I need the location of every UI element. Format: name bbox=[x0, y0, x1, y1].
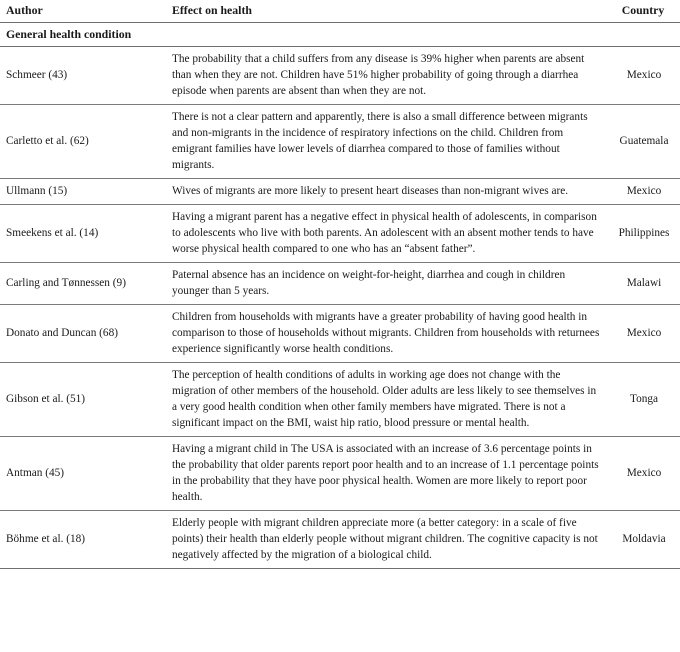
table-section-heading-body bbox=[0, 22, 680, 46]
cell-country: Moldavia bbox=[608, 511, 680, 569]
table-row bbox=[0, 511, 680, 569]
cell-effect-on-health: Having a migrant parent has a negative effect in physical health of adolescents, in comparison to adolescents who live with both parents. An adolescent with an absent mother tends to have worse physical health compared to one who has an “absent father”. bbox=[166, 204, 608, 262]
cell-effect-on-health: Paternal absence has an incidence on weight-for-height, diarrhea and cough in children younger than 5 years. bbox=[166, 262, 608, 304]
table-row bbox=[0, 178, 680, 204]
section-heading-general-health-condition: General health condition bbox=[0, 22, 680, 46]
cell-effect-on-health: Having a migrant child in The USA is associated with an increase of 3.6 percentage points in the probability that older parents report poor health and to an increase of 1.1 percentage points in the probability that they have poor physical health. Women are more likely to report poor health. bbox=[166, 437, 608, 511]
table-row bbox=[0, 46, 680, 104]
column-header-country: Country bbox=[608, 0, 680, 22]
cell-country: Tonga bbox=[608, 363, 680, 437]
cell-effect-on-health: The probability that a child suffers from any disease is 39% higher when parents are absent than when they are not. Children have 51% higher probability of going through a diarrhea episode when parents are absent than when they are not. bbox=[166, 46, 608, 104]
cell-country: Philippines bbox=[608, 204, 680, 262]
table-row bbox=[0, 437, 680, 511]
cell-author: Carletto et al. (62) bbox=[0, 104, 166, 178]
cell-effect-on-health: Wives of migrants are more likely to present heart diseases than non-migrant wives are. bbox=[166, 178, 608, 204]
table-row bbox=[0, 363, 680, 437]
cell-country: Mexico bbox=[608, 178, 680, 204]
section-heading-row bbox=[0, 22, 680, 46]
table-body bbox=[0, 46, 680, 569]
cell-country: Malawi bbox=[608, 262, 680, 304]
cell-author: Carling and Tønnessen (9) bbox=[0, 262, 166, 304]
cell-country: Mexico bbox=[608, 437, 680, 511]
cell-effect-on-health: Children from households with migrants have a greater probability of having good health in comparison to those of households without migrants. Children from households with returnees experience significantly worse health conditions. bbox=[166, 304, 608, 362]
column-header-effect: Effect on health bbox=[166, 0, 608, 22]
cell-author: Smeekens et al. (14) bbox=[0, 204, 166, 262]
cell-effect-on-health: The perception of health conditions of adults in working age does not change with the migration of other members of the household. Older adults are less likely to see themselves in a very good health condition when other family members have migrated. There is not a significant impact on the BMI, waist hip ratio, blood pressure or mental health. bbox=[166, 363, 608, 437]
column-header-author: Author bbox=[0, 0, 166, 22]
cell-author: Donato and Duncan (68) bbox=[0, 304, 166, 362]
cell-author: Antman (45) bbox=[0, 437, 166, 511]
table-row bbox=[0, 104, 680, 178]
table-header-row bbox=[0, 0, 680, 22]
cell-author: Böhme et al. (18) bbox=[0, 511, 166, 569]
cell-author: Gibson et al. (51) bbox=[0, 363, 166, 437]
cell-country: Mexico bbox=[608, 46, 680, 104]
cell-author: Schmeer (43) bbox=[0, 46, 166, 104]
table-row bbox=[0, 204, 680, 262]
cell-country: Guatemala bbox=[608, 104, 680, 178]
cell-author: Ullmann (15) bbox=[0, 178, 166, 204]
table-row bbox=[0, 262, 680, 304]
cell-effect-on-health: There is not a clear pattern and apparently, there is also a small difference between migrants and non-migrants in the incidence of respiratory infections on the child. Children from emigrant families have lower levels of diarrhea compared to those of families without migrants. bbox=[166, 104, 608, 178]
cell-country: Mexico bbox=[608, 304, 680, 362]
table-header bbox=[0, 0, 680, 22]
table-row bbox=[0, 304, 680, 362]
cell-effect-on-health: Elderly people with migrant children appreciate more (a better category: in a scale of five points) their health than elderly people without migrant children. The cognitive capacity is not negatively affected by the migration of a biological child. bbox=[166, 511, 608, 569]
